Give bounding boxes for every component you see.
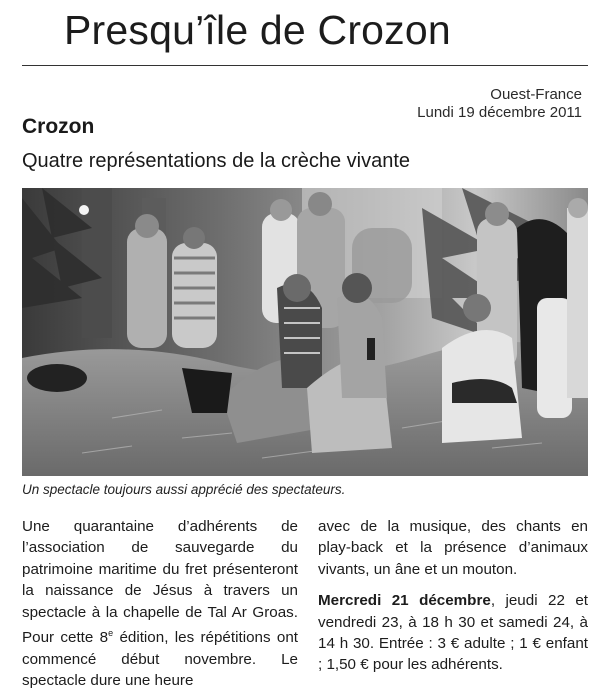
body-paragraph: avec de la musique, des chants en play-back et la présence d’animaux vivants, un âne et un mouton. (318, 518, 588, 578)
body-paragraph (22, 516, 298, 691)
article-body-column-2 (318, 516, 588, 676)
article-city: Crozon (22, 115, 95, 138)
photo-caption: Un spectacle toujours aussi apprécié des spectateurs. (22, 482, 346, 497)
body-text: édition, les répétitions ont commencé début novembre. Le spectacle dure une heure (22, 629, 298, 689)
article-body-column-1 (22, 516, 298, 691)
schedule-paragraph (318, 590, 588, 676)
article-photo (22, 188, 588, 476)
schedule-text: , jeudi 22 et vendredi 23, à 18 h 30 et samedi 24, à 14 h 30. Entrée : 3 € adulte ; 1 € enfant ; 1,50 € pour les adhérents. (318, 592, 588, 674)
article-headline: Quatre représentations de la crèche vivante (22, 150, 410, 172)
ordinal-suffix: e (108, 628, 114, 639)
publication-name: Ouest-France (490, 86, 582, 103)
source-block (417, 86, 582, 122)
masthead-title: Presqu’île de Crozon (64, 7, 451, 53)
masthead-divider (22, 65, 588, 66)
schedule-date: Mercredi 21 décembre (318, 592, 491, 610)
body-text: Une quarantaine d’adhérents de l’association de sauvegarde du patrimoine maritime du fret présenteront la naissance de Jésus à travers un spectacle à la chapelle de Tal Ar Groas. Pour cette 8 (22, 518, 298, 647)
publication-date: Lundi 19 décembre 2011 (417, 104, 582, 121)
